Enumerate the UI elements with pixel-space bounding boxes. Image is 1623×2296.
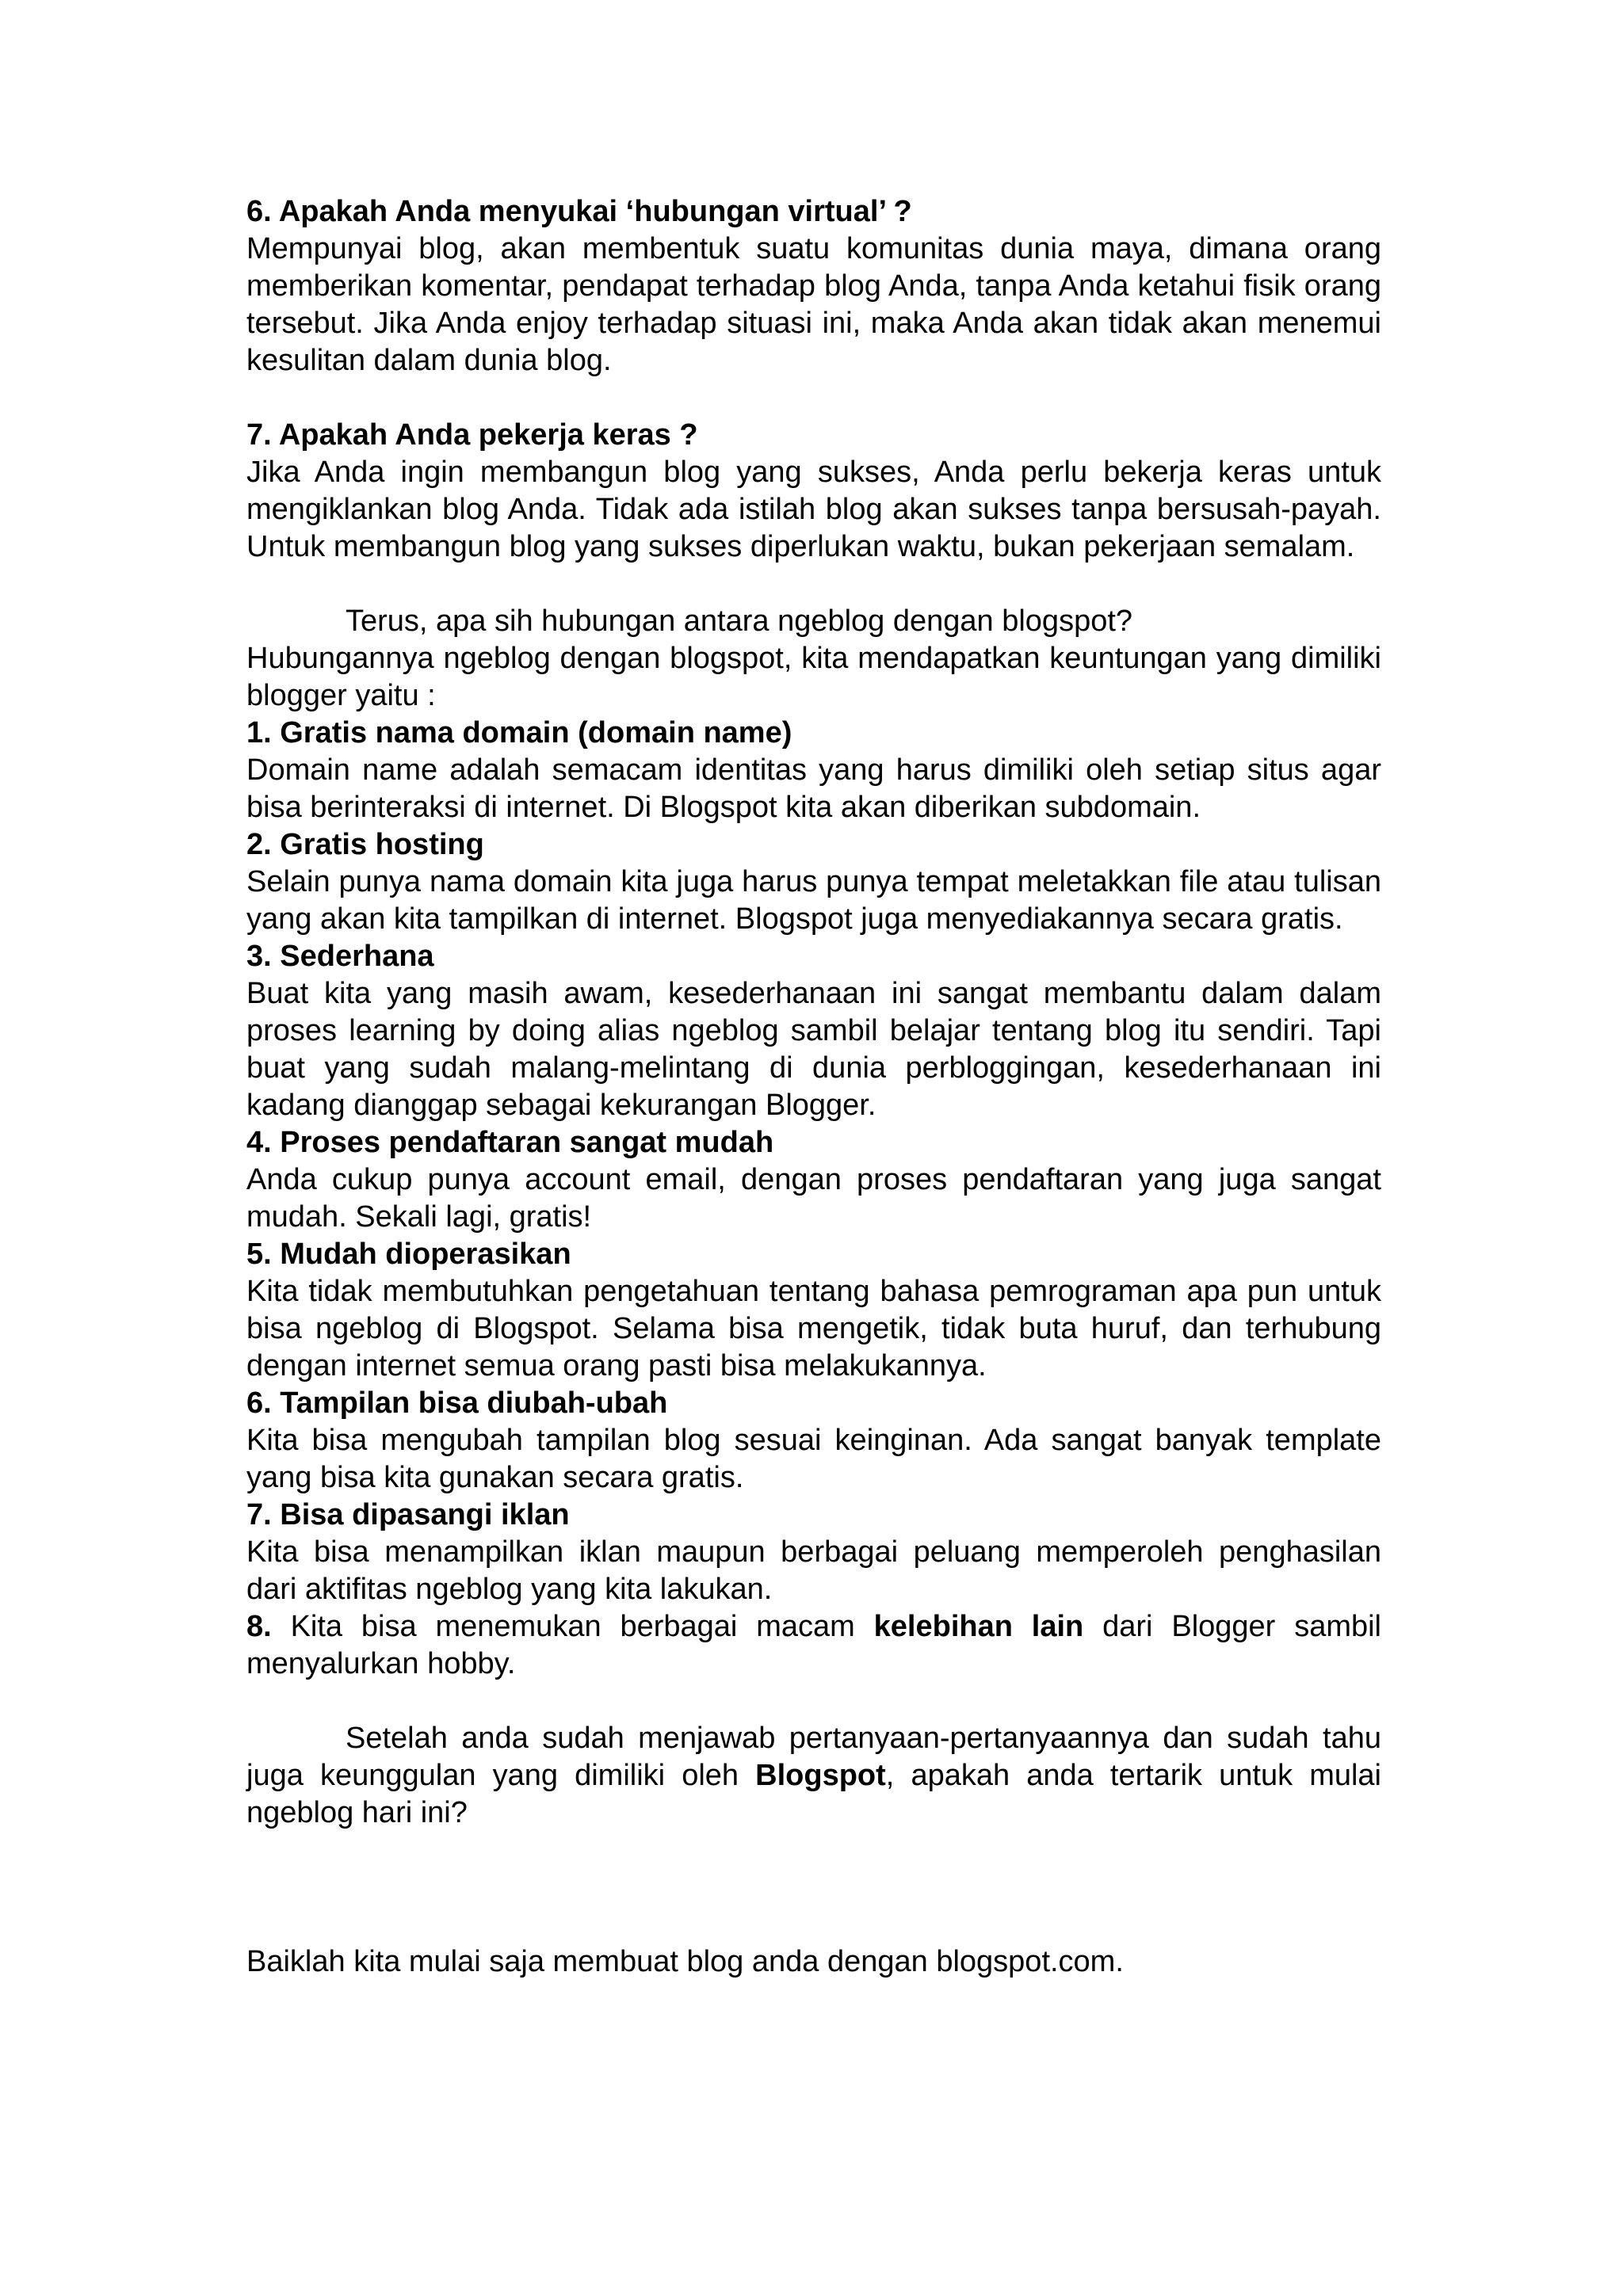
benefit-7-body: Kita bisa menampilkan iklan maupun berbagai peluang memperoleh penghasilan dari aktifitas ngeblog yang kita lakukan. — [246, 1535, 1381, 1606]
question-7-body: Jika Anda ingin membangun blog yang sukses, Anda perlu bekerja keras untuk mengiklankan blog Anda. Tidak ada istilah blog akan sukses tanpa bersusah-payah. Untuk membangun blog yang sukses diperlukan waktu, bukan pekerjaan semalam. — [246, 456, 1381, 563]
question-6-body: Mempunyai blog, akan membentuk suatu komunitas dunia maya, dimana orang memberikan komentar, pendapat terhadap blog Anda, tanpa Anda ketahui fisik orang tersebut. Jika Anda enjoy terhadap situasi ini, maka Anda akan tidak akan menemui kesulitan dalam dunia blog. — [246, 232, 1381, 377]
benefit-7-heading: 7. Bisa dipasangi iklan — [246, 1498, 570, 1531]
benefit-2-heading: 2. Gratis hosting — [246, 828, 484, 861]
benefit-4-body: Anda cukup punya account email, dengan proses pendaftaran yang juga sangat mudah. Sekali lagi, gratis! — [246, 1163, 1381, 1234]
closing-bold: Blogspot — [755, 1759, 886, 1792]
benefit-1-body: Domain name adalah semacam identitas yang harus dimiliki oleh setiap situs agar bisa berinteraksi di internet. Di Blogspot kita akan diberikan subdomain. — [246, 753, 1381, 824]
closing-text-b: , apakah anda tertarik untuk mulai ngeblog hari ini? — [246, 1759, 1382, 1829]
benefit-8-text-b: dari Blogger sambil menyalurkan hobby. — [246, 1610, 1381, 1680]
benefit-6-body: Kita bisa mengubah tampilan blog sesuai keinginan. Ada sangat banyak template yang bisa kita gunakan secara gratis. — [246, 1424, 1381, 1494]
question-6-heading: 6. Apakah Anda menyukai ‘hubungan virtual’ ? — [246, 195, 912, 228]
benefit-4-heading: 4. Proses pendaftaran sangat mudah — [246, 1126, 774, 1159]
benefit-3-body: Buat kita yang masih awam, kesederhanaan ini sangat membantu dalam dalam proses learning by doing alias ngeblog sambil belajar tentang blog itu sendiri. Tapi buat yang sudah malang-melintang di dunia perbloggingan, kesederhanaan ini kadang dianggap sebagai kekurangan Blogger. — [246, 977, 1381, 1122]
benefit-2-body: Selain punya nama domain kita juga harus punya tempat meletakkan file atau tulisan yang akan kita tampilkan di internet. Blogspot juga menyediakannya secara gratis. — [246, 865, 1381, 936]
benefit-6-heading: 6. Tampilan bisa diubah-ubah — [246, 1386, 668, 1420]
closing-paragraph — [246, 1720, 1381, 1832]
benefit-8-bold: kelebihan lain — [873, 1610, 1084, 1643]
intro-question: Terus, apa sih hubungan antara ngeblog dengan blogspot? — [346, 605, 1133, 638]
intro-body: Hubungannya ngeblog dengan blogspot, kita mendapatkan keuntungan yang dimiliki blogger yaitu : — [246, 642, 1381, 712]
benefit-1-heading: 1. Gratis nama domain (domain name) — [246, 716, 792, 749]
benefit-8-text-a: Kita bisa menemukan berbagai macam — [271, 1610, 874, 1643]
benefit-8-paragraph — [246, 1608, 1381, 1683]
spacer — [246, 566, 1381, 603]
benefit-8-number: 8. — [246, 1610, 272, 1643]
spacer — [246, 1683, 1381, 1720]
benefit-5-body: Kita tidak membutuhkan pengetahuan tentang bahasa pemrograman apa pun untuk bisa ngeblog di Blogspot. Selama bisa mengetik, tidak buta huruf, dan terhubung dengan internet semua orang pasti bisa melakukannya. — [246, 1275, 1381, 1383]
question-7-heading: 7. Apakah Anda pekerja keras ? — [246, 418, 698, 452]
benefit-5-heading: 5. Mudah dioperasikan — [246, 1238, 571, 1271]
benefit-3-heading: 3. Sederhana — [246, 940, 434, 973]
closing-text-a: Setelah anda sudah menjawab pertanyaan-pertanyaannya dan sudah tahu juga keunggulan yang dimiliki oleh — [246, 1722, 1381, 1792]
spacer — [246, 379, 1381, 417]
final-line: Baiklah kita mulai saja membuat blog anda dengan blogspot.com. — [246, 1945, 1124, 1978]
spacer — [246, 1832, 1381, 1943]
document-body — [246, 193, 1381, 1981]
